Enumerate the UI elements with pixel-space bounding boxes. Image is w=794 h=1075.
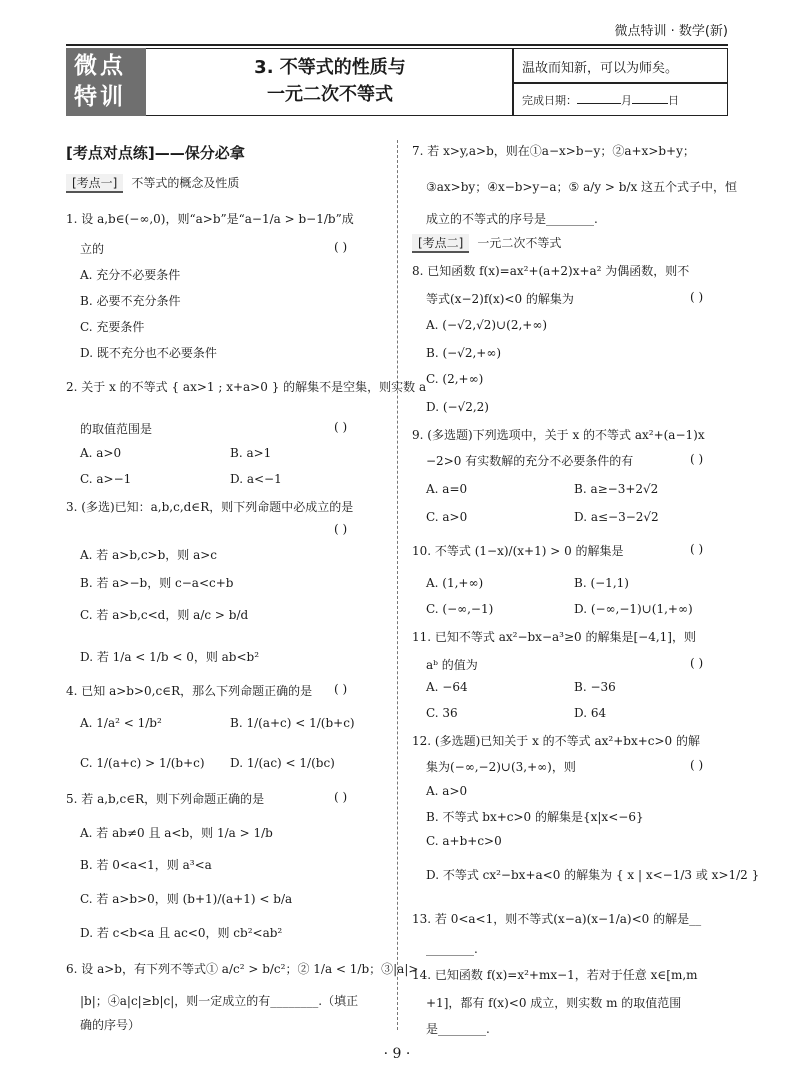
question-line-q1o2: B. 必要不充分条件 [80, 294, 181, 308]
question-line-q5o2: B. 若 0<a<1，则 a³<a [80, 858, 212, 872]
point2-tag: [考点二] [412, 234, 469, 253]
question-line-q2b: 的取值范围是 [80, 422, 153, 436]
answer-bracket-p4[interactable]: ( ) [334, 682, 348, 696]
unit-title [150, 54, 510, 108]
unit-tag [66, 48, 146, 116]
question-line-q4o3: C. 1/(a+c) > 1/(b+c) [80, 756, 205, 770]
header-rule [66, 44, 728, 46]
question-line-q10o1: A. (1,+∞) [426, 576, 484, 590]
question-line-q14a: 14. 已知函数 f(x)=x²+mx−1，若对于任意 x∈[m,m [412, 968, 698, 982]
question-line-q12o4: D. 不等式 cx²−bx+a<0 的解集为 { x | x<−1/3 或 x>1/2 } [426, 868, 760, 882]
question-line-q2o1: A. a>0 [80, 446, 122, 460]
question-line-q9o1: A. a=0 [426, 482, 468, 496]
question-line-q2a: 2. 关于 x 的不等式 { ax>1 ; x+a>0 } 的解集不是空集，则实数 a [66, 380, 427, 394]
question-line-q13b: ________. [426, 942, 478, 956]
day-label: 日 [668, 94, 679, 107]
question-line-q4o4: D. 1/(ac) < 1/(bc) [230, 756, 335, 770]
question-line-q12o2: B. 不等式 bx+c>0 的解集是{x|x<−6} [426, 810, 644, 824]
month-label: 月 [621, 94, 632, 107]
question-line-q10o2: B. (−1,1) [574, 576, 629, 590]
point2-header [412, 234, 561, 253]
question-line-q3o2: B. 若 a>−b，则 c−a<c+b [80, 576, 234, 590]
question-line-q10o3: C. (−∞,−1) [426, 602, 494, 616]
question-line-q2o2: B. a>1 [230, 446, 272, 460]
question-line-q14b: +1]，都有 f(x)<0 成立，则实数 m 的取值范围 [426, 996, 682, 1010]
question-line-q11a: 11. 已知不等式 ax²−bx−a³≥0 的解集是[−4,1]，则 [412, 630, 696, 644]
question-line-q8a: 8. 已知函数 f(x)=ax²+(a+2)x+a² 为偶函数，则不 [412, 264, 690, 278]
answer-bracket-p2[interactable]: ( ) [334, 420, 348, 434]
question-line-q8b: 等式(x−2)f(x)<0 的解集为 [426, 292, 574, 306]
question-line-q14c: 是________. [426, 1022, 490, 1036]
question-line-q5a: 5. 若 a,b,c∈R，则下列命题正确的是 [66, 792, 265, 806]
question-line-q12o3: C. a+b+c>0 [426, 834, 502, 848]
question-line-q12a: 12. (多选题)已知关于 x 的不等式 ax²+bx+c>0 的解 [412, 734, 700, 748]
book-title: 微点特训 · 数学(新) [614, 24, 728, 39]
question-line-q9b: −2>0 有实数解的充分不必要条件的有 [426, 454, 634, 468]
motto: 温故而知新，可以为师矣。 [522, 61, 679, 76]
question-line-q10a: 10. 不等式 (1−x)/(x+1) > 0 的解集是 [412, 544, 624, 558]
answer-bracket-p5[interactable]: ( ) [334, 790, 348, 804]
answer-bracket-p3[interactable]: ( ) [334, 522, 348, 536]
question-line-q6a: 6. 设 a>b，有下列不等式① a/c² > b/c²；② 1/a < 1/b；③|a|> [66, 962, 419, 976]
point2-title: 一元二次不等式 [477, 236, 562, 250]
question-line-q11o2: B. −36 [574, 680, 616, 694]
question-line-q9a: 9. (多选题)下列选项中，关于 x 的不等式 ax²+(a−1)x [412, 428, 705, 442]
question-line-q1b: 立的 [80, 242, 105, 256]
question-line-q2o4: D. a<−1 [230, 472, 282, 486]
answer-bracket-rp10[interactable]: ( ) [690, 542, 704, 556]
unit-tag-line2: 特训 [74, 84, 126, 110]
question-line-q12b: 集为(−∞,−2)∪(3,+∞)，则 [426, 760, 576, 774]
column-divider [397, 140, 398, 1030]
question-line-q9o4: D. a≤−3−2√2 [574, 510, 659, 524]
question-line-q4a: 4. 已知 a>b>0,c∈R，那么下列命题正确的是 [66, 684, 313, 698]
question-line-q8o3: C. (2,+∞) [426, 372, 484, 386]
question-line-q8o1: A. (−√2,√2)∪(2,+∞) [426, 318, 548, 332]
answer-bracket-rp9[interactable]: ( ) [690, 452, 704, 466]
month-blank[interactable] [577, 92, 621, 104]
question-line-q5o3: C. 若 a>b>0，则 (b+1)/(a+1) < b/a [80, 892, 293, 906]
question-line-q8o2: B. (−√2,+∞) [426, 346, 502, 360]
question-line-q9o2: B. a≥−3+2√2 [574, 482, 659, 496]
question-line-q12o1: A. a>0 [426, 784, 468, 798]
question-line-q6c: 确的序号） [80, 1018, 141, 1032]
point1-title: 不等式的概念及性质 [131, 176, 240, 190]
question-line-q3a: 3. (多选)已知：a,b,c,d∈R，则下列命题中必成立的是 [66, 500, 354, 514]
day-blank[interactable] [632, 92, 668, 104]
question-line-q9o3: C. a>0 [426, 510, 468, 524]
question-line-q1o4: D. 既不充分也不必要条件 [80, 346, 217, 360]
answer-bracket-p1[interactable]: ( ) [334, 240, 348, 254]
question-line-q1a: 1. 设 a,b∈(−∞,0)，则“a>b”是“a−1/a > b−1/b”成 [66, 212, 354, 226]
completion-date [522, 92, 679, 108]
point1-header [66, 174, 239, 193]
question-line-q11b: aᵇ 的值为 [426, 658, 478, 672]
question-line-q8o4: D. (−√2,2) [426, 400, 489, 414]
unit-tag-line1: 微点 [74, 53, 126, 79]
point1-tag: [考点一] [66, 174, 123, 193]
answer-bracket-rp12[interactable]: ( ) [690, 758, 704, 772]
unit-title-line2: 一元二次不等式 [267, 84, 393, 105]
question-line-q5o4: D. 若 c<b<a 且 ac<0，则 cb²<ab² [80, 926, 283, 940]
question-line-q11o4: D. 64 [574, 706, 607, 720]
question-line-q7c: 成立的不等式的序号是________. [426, 212, 598, 226]
date-label: 完成日期： [522, 94, 577, 107]
question-line-q5o1: A. 若 ab≠0 且 a<b，则 1/a > 1/b [80, 826, 273, 840]
unit-title-line1: 3. 不等式的性质与 [254, 57, 406, 78]
answer-bracket-rp11[interactable]: ( ) [690, 656, 704, 670]
question-line-q6b: |b|；④a|c|≥b|c|，则一定成立的有________.（填正 [80, 994, 359, 1008]
question-line-q4o1: A. 1/a² < 1/b² [80, 716, 162, 730]
question-line-q3o1: A. 若 a>b,c>b，则 a>c [80, 548, 218, 562]
question-line-q2o3: C. a>−1 [80, 472, 132, 486]
question-line-q3o3: C. 若 a>b,c<d，则 a/c > b/d [80, 608, 249, 622]
question-line-q11o3: C. 36 [426, 706, 458, 720]
question-line-q11o1: A. −64 [426, 680, 468, 694]
question-line-q7a: 7. 若 x>y,a>b，则在①a−x>b−y；②a+x>b+y； [412, 144, 695, 158]
question-line-q13a: 13. 若 0<a<1，则不等式(x−a)(x−1/a)<0 的解是__ [412, 912, 702, 926]
question-line-q7b: ③ax>by；④x−b>y−a；⑤ a/y > b/x 这五个式子中，恒 [426, 180, 738, 194]
question-line-q1o3: C. 充要条件 [80, 320, 145, 334]
page-number: · 9 · [383, 1046, 411, 1062]
question-line-q4o2: B. 1/(a+c) < 1/(b+c) [230, 716, 355, 730]
section-title: [考点对点练]——保分必拿 [66, 144, 245, 162]
unit-divider-h [512, 82, 728, 84]
question-line-q1o1: A. 充分不必要条件 [80, 268, 181, 282]
answer-bracket-rp8[interactable]: ( ) [690, 290, 704, 304]
question-line-q10o4: D. (−∞,−1)∪(1,+∞) [574, 602, 693, 616]
question-line-q3o4: D. 若 1/a < 1/b < 0，则 ab<b² [80, 650, 260, 664]
